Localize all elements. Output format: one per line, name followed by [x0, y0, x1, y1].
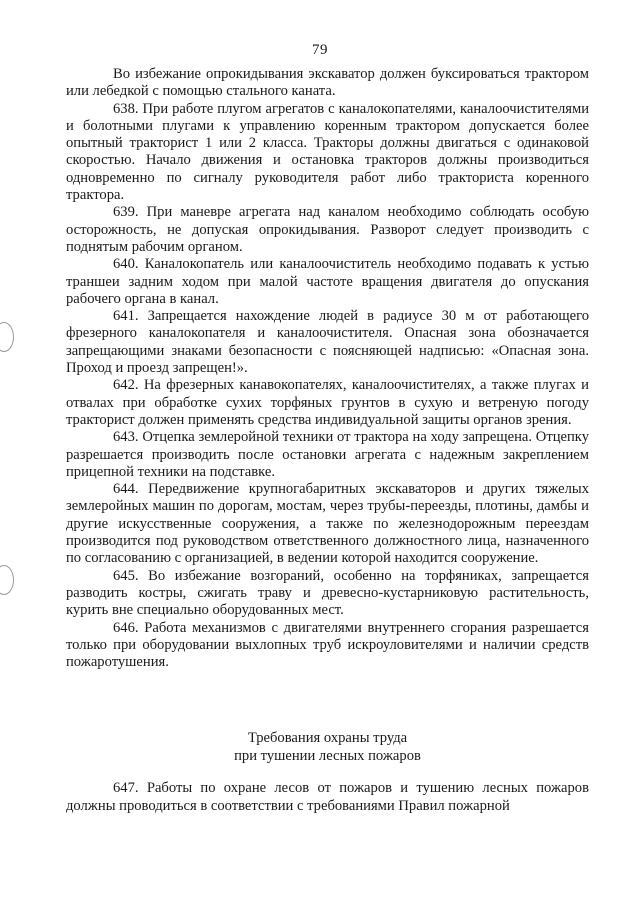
paragraph-646: 646. Работа механизмов с двигателями внутреннего сгорания разрешается только при оборудовании выхлопных труб искроуловителями и наличии средств пожаротушения. [66, 619, 589, 671]
paragraph-643: 643. Отцепка землеройной техники от трактора на ходу запрещена. Отцепку разрешается производить после остановки агрегата с надежным закреплением прицепной техники на подставке. [66, 429, 589, 480]
paragraph-641: 641. Запрещается нахождение людей в радиусе 30 м от работающего фрезерного каналокопателя и каналоочистителя. Опасная зона обозначается запрещающими знаками безопасности с поясняющей надписью: «Опасная зона. Проход и проезд запрещен!». [66, 308, 589, 377]
punch-hole-mark [0, 565, 14, 595]
section-heading [66, 730, 589, 765]
paragraph-647: 647. Работы по охране лесов от пожаров и тушению лесных пожаров должны проводиться в соответствии с требованиями Правил пожарной [66, 780, 589, 814]
punch-hole-mark [0, 322, 14, 352]
page-number: 79 [312, 42, 328, 58]
paragraph-638: 638. При работе плугом агрегатов с каналокопателями, каналоочистителями и болотными плугами к управлению коренным трактором допускается более опытный тракторист 1 или 2 класса. Тракторы должны двигаться с одинаковой скоростью. Начало движения и остановка тракторов должны производиться одновременно по сигналу руководителя работ либо тракториста коренного трактора. [66, 100, 589, 204]
body-text [66, 66, 589, 671]
paragraph-continuation: Во избежание опрокидывания экскаватор должен буксироваться трактором или лебедкой с помощью стального каната. [66, 66, 589, 100]
section-heading-line-2: при тушении лесных пожаров [234, 747, 421, 764]
paragraph-639: 639. При маневре агрегата над каналом необходимо соблюдать особую осторожность, не допуская опрокидывания. Разворот следует производить с поднятым рабочим органом. [66, 204, 589, 255]
section-heading-line-1: Требования охраны труда [247, 730, 408, 746]
paragraph-644: 644. Передвижение крупногабаритных экскаваторов и других тяжелых землеройных машин по дорогам, мостам, через трубы-переезды, плотины, дамбы и другие искусственные сооружения, а также по железнодорожным переездам производится под руководством ответственного должностного лица, назначенного по согласованию с организацией, в ведении которой находится сооружение. [66, 481, 589, 567]
paragraph-645: 645. Во избежание возгораний, особенно на торфяниках, запрещается разводить костры, сжигать траву и древесно-кустарниковую растительность, курить вне специально оборудованных мест. [66, 567, 589, 619]
section-body-text [66, 780, 589, 815]
paragraph-640: 640. Каналокопатель или каналоочиститель необходимо подавать к устью траншеи задним ходом при малой частоте вращения двигателя до опускания рабочего органа в канал. [66, 256, 589, 307]
paragraph-642: 642. На фрезерных канавокопателях, каналоочистителях, а также плугах и отвалах при обработке сухих торфяных грунтов в сухую и ветреную погоду тракторист должен применять средства индивидуальной защиты органов зрения. [66, 377, 589, 428]
